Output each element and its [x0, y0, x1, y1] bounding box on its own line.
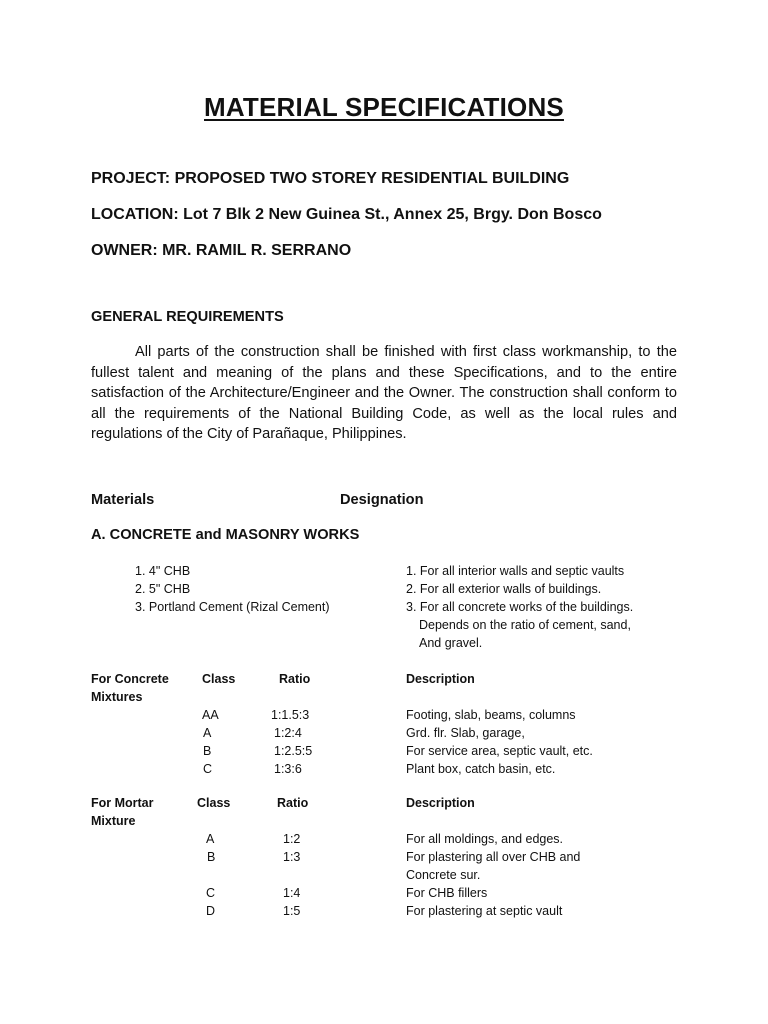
- section-a-heading: A. CONCRETE and MASONRY WORKS: [91, 527, 360, 543]
- table-cell: 1:3:6: [274, 762, 302, 776]
- table-cell: B: [203, 744, 212, 758]
- concrete-class-column: [202, 706, 219, 778]
- table-cell: 1:2: [283, 832, 301, 846]
- general-requirements-heading: GENERAL REQUIREMENTS: [91, 309, 284, 325]
- designation-column-heading: Designation: [340, 492, 424, 508]
- page-title: MATERIAL SPECIFICATIONS: [204, 92, 564, 122]
- mortar-label-line2: Mixture: [91, 814, 136, 828]
- list-item: Depends on the ratio of cement, sand,: [419, 618, 631, 632]
- list-item: 2. For all exterior walls of buildings.: [406, 582, 602, 596]
- mortar-description-header: Description: [406, 796, 475, 810]
- mortar-label-line1: For Mortar: [91, 796, 154, 810]
- concrete-label-line1: For Concrete: [91, 672, 169, 686]
- table-cell: Footing, slab, beams, columns: [406, 708, 576, 722]
- list-item: 3. Portland Cement (Rizal Cement): [135, 600, 330, 614]
- section-a-materials-list: [135, 562, 330, 616]
- concrete-class-header: Class: [202, 672, 236, 686]
- table-cell: AA: [202, 708, 219, 722]
- materials-column-heading: Materials: [91, 492, 155, 508]
- mortar-ratio-header: Ratio: [277, 796, 309, 810]
- table-cell: [283, 866, 300, 884]
- list-item: 2. 5" CHB: [135, 582, 191, 596]
- table-cell: C: [203, 762, 213, 776]
- mortar-description-column: [406, 830, 580, 920]
- table-cell: For plastering at septic vault: [406, 904, 563, 918]
- table-cell: For CHB fillers: [406, 886, 488, 900]
- list-item: 1. For all interior walls and septic vaults: [406, 564, 625, 578]
- concrete-description-header: Description: [406, 672, 475, 686]
- table-cell: Grd. flr. Slab, garage,: [406, 726, 525, 740]
- table-cell: A: [203, 726, 212, 740]
- table-cell: 1:2.5:5: [274, 744, 313, 758]
- table-cell: For all moldings, and edges.: [406, 832, 564, 846]
- table-cell: C: [206, 886, 216, 900]
- table-cell: For plastering all over CHB and: [406, 850, 581, 864]
- table-cell: D: [206, 904, 216, 918]
- list-item: And gravel.: [419, 636, 483, 650]
- table-cell: 1:3: [283, 850, 301, 864]
- mortar-ratio-column: [283, 830, 300, 920]
- concrete-ratio-header: Ratio: [279, 672, 311, 686]
- concrete-description-column: [406, 706, 593, 778]
- table-cell: Concrete sur.: [406, 868, 481, 882]
- mortar-class-column: [206, 830, 215, 920]
- table-cell: A: [206, 832, 215, 846]
- concrete-mixtures-label: [91, 670, 169, 706]
- section-a-designations-list: [406, 562, 633, 652]
- table-cell: 1:5: [283, 904, 301, 918]
- owner-line: OWNER: MR. RAMIL R. SERRANO: [91, 242, 352, 259]
- concrete-ratio-column: [271, 706, 312, 778]
- mortar-class-header: Class: [197, 796, 231, 810]
- list-item: 1. 4" CHB: [135, 564, 191, 578]
- table-cell: For service area, septic vault, etc.: [406, 744, 593, 758]
- mortar-mixture-label: [91, 794, 154, 830]
- location-line: LOCATION: Lot 7 Blk 2 New Guinea St., Annex 25, Brgy. Don Bosco: [91, 206, 602, 223]
- project-line: PROJECT: PROPOSED TWO STOREY RESIDENTIAL BUILDING: [91, 170, 570, 187]
- table-cell: 1:2:4: [274, 726, 302, 740]
- table-cell: 1:1.5:3: [271, 708, 310, 722]
- table-cell: 1:4: [283, 886, 301, 900]
- table-cell: B: [207, 850, 216, 864]
- table-cell: [206, 866, 215, 884]
- general-requirements-paragraph: [91, 342, 677, 445]
- list-item: 3. For all concrete works of the buildings.: [406, 600, 634, 614]
- table-cell: Plant box, catch basin, etc.: [406, 762, 556, 776]
- general-requirements-text: All parts of the construction shall be finished with first class workmanship, to the fullest talent and meaning of the plans and these Specifications, and to the entire satisfaction of the Architecture/Engineer and the Owner. The construction shall conform to all the requirements of the National Building Code, as well as the local rules and regulations of the City of Parañaque, Philippines.: [91, 344, 677, 443]
- concrete-label-line2: Mixtures: [91, 690, 143, 704]
